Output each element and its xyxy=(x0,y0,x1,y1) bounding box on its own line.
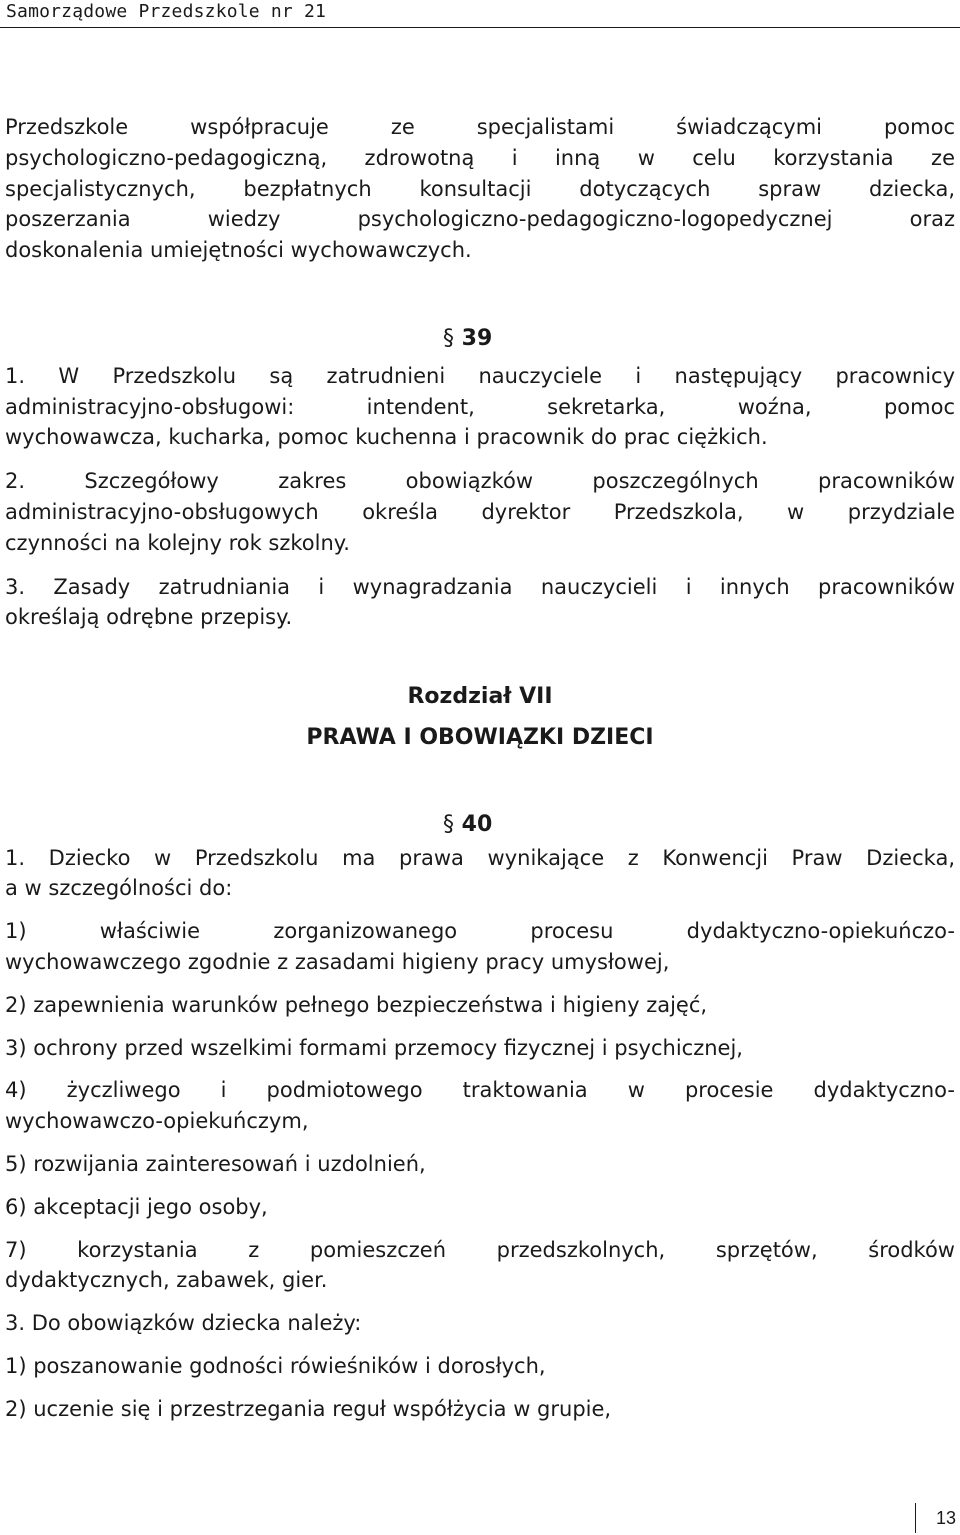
right-item xyxy=(5,1033,955,1064)
right-line: 6) akceptacji jego osoby, xyxy=(5,1194,268,1219)
intro-line: 1. Dziecko w Przedszkolu ma prawa wynikające z Konwencji Praw Dziecka, xyxy=(5,845,955,870)
right-item xyxy=(5,916,955,978)
section-39-item xyxy=(5,466,955,558)
intro-line: psychologiczno-pedagogiczną, zdrowotną i inną w celu korzystania ze xyxy=(5,145,955,170)
right-line: wychowawczo-opiekuńczym, xyxy=(5,1109,309,1134)
section-40-body xyxy=(5,843,955,1425)
right-line: 1) właściwie zorganizowanego procesu dydaktyczno-opiekuńczo- xyxy=(5,919,955,944)
section-number: 39 xyxy=(461,325,493,351)
duty-line: 2) uczenie się i przestrzegania reguł współżycia w grupie, xyxy=(5,1396,612,1421)
section-39-item xyxy=(5,572,955,634)
right-item xyxy=(5,1235,955,1297)
chapter-label: Rozdział VII xyxy=(407,684,553,710)
page-number: 13 xyxy=(915,1503,956,1533)
right-line: 5) rozwijania zainteresowań i uzdolnień, xyxy=(5,1151,426,1176)
intro-paragraph xyxy=(5,112,955,266)
page-header xyxy=(0,0,960,28)
duties-heading-text: 3. Do obowiązków dziecka należy: xyxy=(5,1311,362,1336)
intro-line: poszerzania wiedzy psychologiczno-pedagogiczno-logopedycznej oraz xyxy=(5,207,955,232)
item-line: wychowawcza, kucharka, pomoc kuchenna i pracownik do prac ciężkich. xyxy=(5,425,768,450)
right-item xyxy=(5,990,955,1021)
duty-line: 1) poszanowanie godności rówieśników i dorosłych, xyxy=(5,1353,546,1378)
section-number: 40 xyxy=(461,811,493,837)
intro-line: specjalistycznych, bezpłatnych konsultacji dotyczących spraw dziecka, xyxy=(5,176,955,201)
duty-item xyxy=(5,1351,955,1382)
duty-item xyxy=(5,1394,955,1425)
right-line: 2) zapewnienia warunków pełnego bezpieczeństwa i higieny zajęć, xyxy=(5,992,708,1017)
item-line: administracyjno-obsługowi: intendent, sekretarka, woźna, pomoc xyxy=(5,394,955,419)
intro-line: a w szczególności do: xyxy=(5,876,233,901)
right-item xyxy=(5,1149,955,1180)
item-line: administracyjno-obsługowych określa dyrektor Przedszkola, w przydziale xyxy=(5,499,955,524)
intro-line: doskonalenia umiejętności wychowawczych. xyxy=(5,238,472,263)
right-line: 3) ochrony przed wszelkimi formami przemocy fizycznej i psychicznej, xyxy=(5,1035,743,1060)
right-line: 4) życzliwego i podmiotowego traktowania w procesie dydaktyczno- xyxy=(5,1078,955,1103)
right-line: wychowawczego zgodnie z zasadami higieny pracy umysłowej, xyxy=(5,949,670,974)
chapter-title: PRAWA I OBOWIĄZKI DZIECI xyxy=(306,724,654,750)
item-line: 1. W Przedszkolu są zatrudnieni nauczyciele i następujący pracownicy xyxy=(5,363,955,388)
header-title: Samorządowe Przedszkole nr 21 xyxy=(6,1,327,22)
item-line: 2. Szczegółowy zakres obowiązków poszczególnych pracowników xyxy=(5,469,955,494)
section-sign: § xyxy=(443,811,454,837)
right-line: dydaktycznych, zabawek, gier. xyxy=(5,1268,328,1293)
section-39-body xyxy=(5,361,955,633)
section-39-item xyxy=(5,361,955,453)
right-item xyxy=(5,1192,955,1223)
section-40-heading xyxy=(5,810,955,841)
right-item xyxy=(5,1075,955,1137)
duties-heading xyxy=(5,1308,955,1339)
item-line: określają odrębne przepisy. xyxy=(5,605,293,630)
header-rule xyxy=(0,27,960,28)
right-line: 7) korzystania z pomieszczeń przedszkolnych, sprzętów, środków xyxy=(5,1237,955,1262)
intro-line: Przedszkole współpracuje ze specjalistami świadczącymi pomoc xyxy=(5,115,955,139)
section-40-intro xyxy=(5,843,955,905)
document-body xyxy=(5,112,955,1437)
item-line: 3. Zasady zatrudniania i wynagradzania nauczycieli i innych pracowników xyxy=(5,574,955,599)
section-39-heading xyxy=(5,324,955,355)
item-line: czynności na kolejny rok szkolny. xyxy=(5,530,350,555)
section-sign: § xyxy=(443,325,454,351)
